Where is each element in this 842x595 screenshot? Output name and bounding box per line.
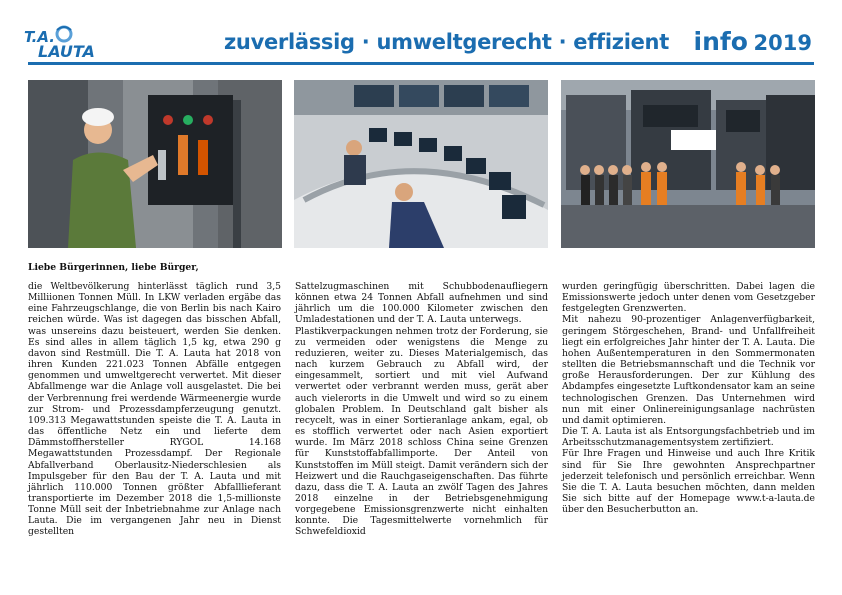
worker-control-panel-photo <box>28 80 282 248</box>
issue-word: info <box>693 27 748 56</box>
letter-column-3 <box>562 281 815 515</box>
paragraph: Für Ihre Fragen und Hinweise und auch Ihre Kritik sind für Sie Ihre gewohnten Ansprechpartner jederzeit telefonisch und persönlich erreichbar. Wenn Sie die T. A. Lauta besuchen möchten, dann melden Sie sich bitte auf der Homepage www.t-a-lauta.de über den Besucherbutton an. <box>562 448 815 516</box>
issue-year: 2019 <box>753 31 812 55</box>
paragraph: Mit nahezu 90-prozentiger Anlagenverfügbarkeit, geringem Störgeschehen, Brand- und Unfallfreiheit liegt ein erfolgreiches Jahr hinter der T. A. Lauta. Die hohen Außentemperaturen in den Sommermonaten stellten die Betriebsmannschaft und die Technik vor große Herausforderungen. Der zur Kühlung des Abdampfes eingesetzte Luftkondensator kam an seine technologischen Grenzen. Das Unternehmen wird nun mit einer Onlinereinigungsanlage nachrüsten und damit optimieren. <box>562 314 815 426</box>
svg-text:LAUTA: LAUTA <box>38 42 95 60</box>
control-room-photo <box>294 80 548 248</box>
paragraph: Plastikverpackungen nehmen trotz der Forderung, sie zu vermeiden oder wenigstens die Menge zu reduzieren, weiter zu. Dieses Materialgemisch, das nach kurzem Gebrauch zu Abfall wird, der eingesammelt, sortiert und mit viel Aufwand verwertet oder verbrannt werden muss, gerät aber auch vielerorts in die Umwelt und wird so zu einem globalen Problem. In Deutschland galt bisher als recycelt, was in einer Sortieranlage ankam, egal, ob es stofflich verwertet oder nach Asien exportiert wurde. Im März 2018 schloss China seine Grenzen für Kunststoffabfallimporte. Der Anteil von Kunststoffen im Müll steigt. Damit verändern sich der Heizwert und die Rauchgaseigenschaften. Das führte dazu, dass die T. A. Lauta an zwölf Tagen des Jahres 2018 einzelne in der Betriebsgenehmigung vorgegebene Emissionsgrenzwerte nicht einhalten konnte. Die Tagesmittelwerte vornehmlich für Schwefeldioxid <box>295 325 548 538</box>
header-rule <box>28 62 814 65</box>
letter-column-2 <box>295 281 548 538</box>
header-tagline: zuverlässig · umweltgerecht · effizient <box>224 30 669 54</box>
paragraph: Die T. A. Lauta ist als Entsorgungsfachbetrieb und im Arbeitsschutzmanagementsystem zertifiziert. <box>562 426 815 449</box>
company-logo <box>24 24 124 60</box>
paragraph: Sattelzugmaschinen mit Schubbodenaufliegern können etwa 24 Tonnen Abfall aufnehmen und sind jährlich um die 100.000 Kilometer zwischen den Umladestationen und der T. A. Lauta unterwegs. <box>295 281 548 326</box>
letter-column-1 <box>28 281 281 538</box>
letter-salutation: Liebe Bürgerinnen, liebe Bürger, <box>28 262 199 273</box>
svg-text:T.A.: T.A. <box>24 28 55 46</box>
paragraph: die Weltbevölkerung hinterlässt täglich rund 3,5 Milliionen Tonnen Müll. In LKW verladen ergäbe das eine Fahrzeugschlange, die von Berlin bis nach Kairo reichen würde. Was ist dagegen das bisschen Abfall, was unsereins dazu beisteuert, werden Sie denken. Es sind alles in allem täglich 1,5 kg, etwa 290 g davon sind Restmüll. Die T. A. Lauta hat 2018 von ihren Kunden 221.023 Tonnen Abfälle entgegen genommen und umweltgerecht verwertet. Mit dieser Abfallmenge war die Anlage voll ausgelastet. Die bei der Verbrennung frei werdende Wärmeenergie wurde zur Strom- und Prozessdampferzeugung genutzt. 109.313 Megawattstunden speiste die T. A. Lauta in das öffentliche Netz ein und lieferte dem Dämmstoffhersteller RYGOL 14.168 Megawattstunden Prozessdampf. Der Regionale Abfallverband Oberlausitz-Niederschlesien als Impulsgeber für den Bau der T. A. Lauta und mit jährlich 110.000 Tonnen größter Abfalllieferant transportierte im Dezember 2018 die 1,5-millionste Tonne Müll seit der Inbetriebnahme zur Anlage nach Lauta. Die im vergangenen Jahr neu in Dienst gestellten <box>28 281 281 538</box>
issue-label <box>694 27 812 56</box>
trucks-group-photo <box>561 80 815 248</box>
paragraph: wurden geringfügig überschritten. Dabei lagen die Emissionswerte jedoch unter denen vom Gesetzgeber festgelegten Grenzwerten. <box>562 281 815 315</box>
